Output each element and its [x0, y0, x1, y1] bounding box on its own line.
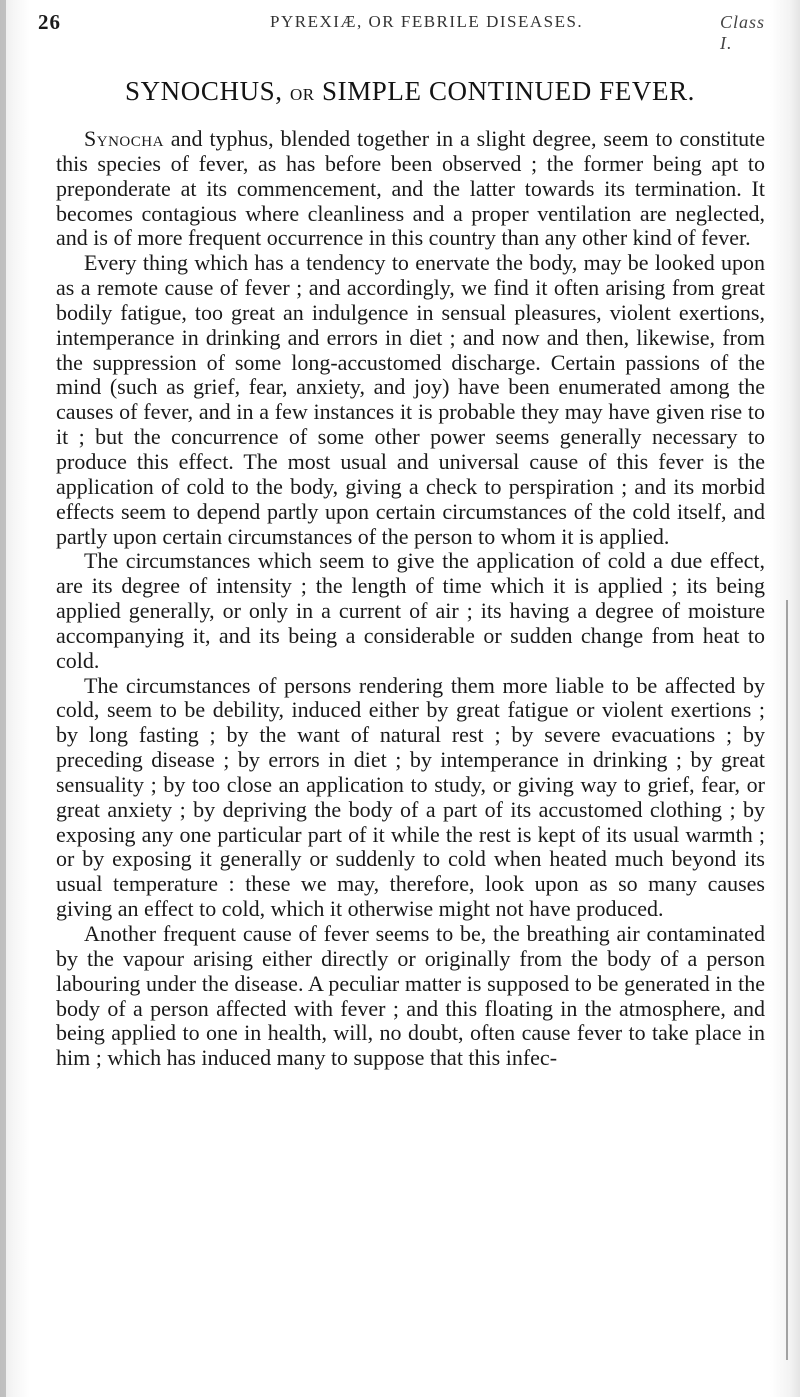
paragraph-1 [56, 127, 765, 251]
paragraph-2: Every thing which has a tendency to enervate the body, may be looked upon as a remote cause of fever ; and accordingly, we find it often arising from great bodily fatigue, too great an indulgence in sensual pleasures, violent exertions, intemperance in drinking and errors in diet ; and now and then, likewise, from the suppression of some long-accustomed discharge. Certain passions of the mind (such as grief, fear, anxiety, and joy) have been enumerated among the causes of fever, and in a few instances it is probable they may have given rise to it ; but the concurrence of some other power seems generally necessary to produce this effect. The most usual and universal cause of this fever is the application of cold to the body, giving a check to perspiration ; and its morbid effects seem to depend partly upon certain circumstances of the cold itself, and partly upon certain circumstances of the person to whom it is applied. [56, 250, 765, 549]
running-title: PYREXIÆ, OR FEBRILE DISEASES. [270, 12, 584, 31]
paragraph-lead-word: Synocha [84, 126, 164, 151]
page-edge-rule [786, 600, 788, 1360]
running-header [38, 6, 778, 53]
page-number: 26 [38, 10, 61, 34]
paragraph-5: Another frequent cause of fever seems to be, the breathing air contaminated by the vapour arising either directly or originally from the body of a person labouring under the disease. A peculiar matter is supposed to be generated in the body of a person affected with fever ; and this floating in the atmosphere, and being applied to one in health, will, no doubt, often cause fever to take place in him ; which has induced many to suppose that this infec- [56, 921, 765, 1071]
chapter-title-main: SYNOCHUS, [124, 76, 283, 106]
chapter-title [60, 76, 760, 107]
class-label: Class I. [720, 12, 766, 53]
chapter-title-rest: SIMPLE CONTINUED FEVER. [321, 76, 696, 106]
chapter-title-or: OR [290, 85, 315, 104]
body-text [56, 127, 765, 1071]
paragraph-4: The circumstances of persons rendering them more liable to be affected by cold, seem to be debility, induced either by great fatigue or violent exertions ; by long fasting ; by the want of natural rest ; by severe evacuations ; by preceding disease ; by errors in diet ; by intemperance in drinking ; by great sensuality ; by too close an application to study, or giving way to grief, fear, or great anxiety ; by depriving the body of a part of its accustomed clothing ; by exposing any one particular part of it while the rest is kept of its usual warmth ; or by exposing it generally or suddenly to cold when heated much beyond its usual temperature : these we may, therefore, look upon as so many causes giving an effect to cold, which it otherwise might not have produced. [56, 672, 765, 922]
page-binding-shadow [0, 0, 6, 1397]
paragraph-3: The circumstances which seem to give the application of cold a due effect, are its degree of intensity ; the length of time which it is applied ; its being applied generally, or only in a current of air ; its having a degree of moisture accompanying it, and its being a considerable or sudden change from heat to cold. [56, 548, 765, 673]
paragraph-1-text: and typhus, blended together in a slight degree, seem to constitute this species of fever, as has before been observed ; the former being apt to preponderate at its commencement, and the latter towards its termination. It becomes contagious where cleanliness and a proper ventilation are neglected, and is of more frequent occurrence in this country than any other kind of fever. [56, 126, 766, 251]
